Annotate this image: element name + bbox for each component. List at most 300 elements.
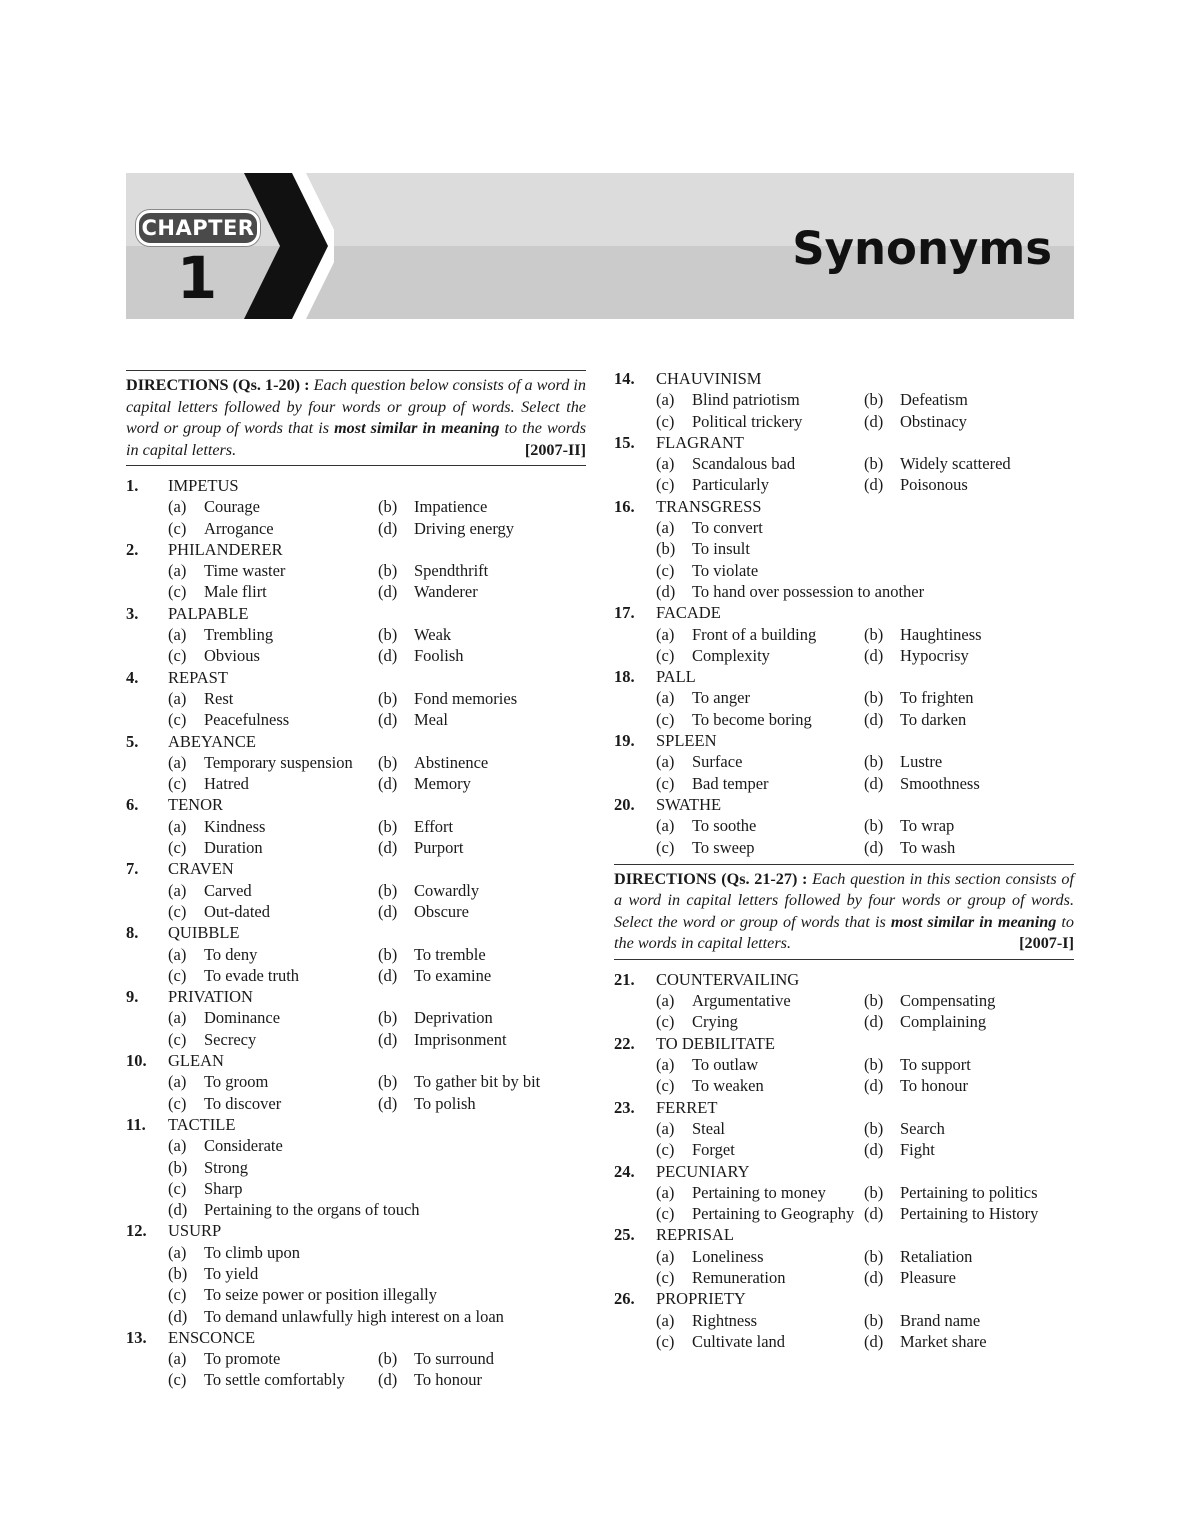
- answer-option: [864, 474, 968, 495]
- question-list-left: [126, 475, 586, 1391]
- option-text: To frighten: [900, 688, 974, 708]
- option-letter: (b): [864, 1310, 884, 1330]
- answer-option: [656, 709, 812, 730]
- answer-option: [378, 880, 479, 901]
- option-text: Hatred: [204, 774, 249, 794]
- chapter-number: 1: [176, 244, 218, 312]
- option-row: [126, 688, 586, 709]
- option-row: [126, 709, 586, 730]
- answer-option: [378, 837, 464, 858]
- option-letter: (c): [656, 1267, 675, 1287]
- option-letter: (a): [168, 688, 187, 708]
- option-text: Fond memories: [414, 688, 518, 708]
- option-letter: (c): [656, 645, 675, 665]
- question-number: 18.: [614, 667, 635, 687]
- question-number: 1.: [126, 476, 139, 495]
- option-row: [126, 1199, 586, 1220]
- question-stem: [614, 969, 1074, 990]
- option-letter: (d): [378, 646, 398, 666]
- option-text: Obvious: [204, 646, 260, 666]
- question-item: [614, 1224, 1074, 1288]
- option-text: To evade truth: [204, 965, 300, 985]
- option-letter: (d): [864, 475, 884, 495]
- option-row: [614, 1118, 1074, 1139]
- option-row: [614, 538, 1074, 559]
- option-letter: (c): [168, 965, 187, 985]
- question-number: 22.: [614, 1033, 635, 1053]
- option-letter: (d): [378, 965, 398, 985]
- option-letter: (b): [378, 1008, 398, 1028]
- question-word: TACTILE: [168, 1114, 236, 1134]
- option-letter: (c): [656, 560, 675, 580]
- answer-option: [656, 645, 770, 666]
- question-stem: [614, 1033, 1074, 1054]
- question-number: 12.: [126, 1221, 147, 1241]
- directions-block-1: DIRECTIONS (Qs. 1-20) : Each question below consists of a word in capital letters followed by four words or group of words. Select the word or group of words that is most similar in meaning to the words in capital letters. [2007-II]: [126, 370, 586, 466]
- question-stem: [614, 1097, 1074, 1118]
- option-text: To darken: [900, 709, 967, 729]
- option-row: [126, 1306, 586, 1327]
- answer-option: [168, 1157, 248, 1178]
- option-letter: (d): [864, 645, 884, 665]
- answer-option: [864, 1054, 971, 1075]
- option-letter: (a): [656, 1246, 675, 1266]
- question-number: 19.: [614, 731, 635, 751]
- answer-option: [864, 1182, 1038, 1203]
- answer-option: [656, 1118, 725, 1139]
- answer-option: [378, 1007, 493, 1028]
- question-word: USURP: [168, 1221, 222, 1241]
- option-letter: (a): [168, 1242, 187, 1262]
- option-text: Steal: [692, 1118, 725, 1138]
- option-letter: (d): [378, 1029, 398, 1049]
- question-stem: [614, 602, 1074, 623]
- question-number: 10.: [126, 1051, 147, 1071]
- option-text: Arrogance: [204, 518, 274, 538]
- option-letter: (d): [378, 582, 398, 602]
- answer-option: [378, 560, 488, 581]
- answer-option: [378, 901, 469, 922]
- option-text: To climb upon: [204, 1242, 301, 1262]
- option-text: Weak: [414, 625, 452, 645]
- option-text: To weaken: [692, 1076, 764, 1096]
- option-text: Spendthrift: [414, 561, 489, 581]
- question-stem: [126, 986, 586, 1007]
- option-text: Imprisonment: [414, 1029, 507, 1049]
- question-list-right-b: [614, 969, 1074, 1352]
- option-text: Pertaining to Geography: [692, 1204, 855, 1224]
- option-text: Deprivation: [414, 1008, 493, 1028]
- answer-option: [168, 560, 285, 581]
- option-text: Cowardly: [414, 880, 480, 900]
- question-stem: [126, 858, 586, 879]
- answer-option: [864, 990, 995, 1011]
- option-text: To tremble: [414, 944, 486, 964]
- option-letter: (d): [864, 411, 884, 431]
- answer-option: [864, 751, 942, 772]
- answer-option: [168, 1029, 256, 1050]
- option-row: [614, 1139, 1074, 1160]
- option-letter: (d): [378, 901, 398, 921]
- option-letter: (d): [864, 1204, 884, 1224]
- answer-option: [168, 581, 267, 602]
- option-text: Particularly: [692, 475, 769, 495]
- question-number: 2.: [126, 539, 139, 559]
- option-letter: (a): [656, 752, 675, 772]
- option-row: [126, 645, 586, 666]
- option-text: To demand unlawfully high interest on a loan: [204, 1306, 504, 1326]
- option-row: [126, 1263, 586, 1284]
- option-letter: (d): [168, 1200, 188, 1220]
- answer-option: [656, 837, 755, 858]
- question-stem: [614, 1224, 1074, 1245]
- answer-option: [168, 773, 249, 794]
- option-letter: (d): [378, 838, 398, 858]
- option-letter: (d): [864, 709, 884, 729]
- answer-option: [656, 624, 816, 645]
- year-tag: [2007-I]: [1019, 934, 1074, 953]
- option-letter: (c): [656, 1331, 675, 1351]
- question-number: 11.: [126, 1114, 146, 1134]
- option-text: Political trickery: [692, 411, 803, 431]
- question-number: 14.: [614, 369, 635, 388]
- option-letter: (b): [168, 1263, 188, 1283]
- answer-option: [378, 816, 453, 837]
- option-text: To surround: [414, 1349, 494, 1369]
- answer-option: [656, 1075, 764, 1096]
- option-letter: (c): [168, 838, 187, 858]
- option-letter: (d): [864, 1267, 884, 1287]
- option-letter: (c): [168, 1178, 187, 1198]
- option-row: [614, 624, 1074, 645]
- answer-option: [168, 1093, 281, 1114]
- question-number: 5.: [126, 731, 139, 751]
- option-letter: (a): [168, 880, 187, 900]
- option-letter: (c): [656, 1140, 675, 1160]
- option-letter: (b): [864, 991, 884, 1011]
- option-text: Crying: [692, 1012, 738, 1032]
- option-text: Argumentative: [692, 991, 791, 1011]
- option-row: [126, 1157, 586, 1178]
- answer-option: [168, 965, 299, 986]
- option-text: To settle comfortably: [204, 1370, 345, 1390]
- option-row: [614, 453, 1074, 474]
- option-letter: (b): [864, 454, 884, 474]
- option-letter: (b): [864, 1182, 884, 1202]
- option-text: Bad temper: [692, 773, 769, 793]
- option-text: To promote: [204, 1349, 281, 1369]
- option-letter: (b): [864, 624, 884, 644]
- question-number: 9.: [126, 987, 139, 1007]
- option-text: Meal: [414, 710, 448, 730]
- option-letter: (d): [864, 773, 884, 793]
- question-item: [614, 496, 1074, 602]
- answer-option: [656, 517, 763, 538]
- option-text: Obstinacy: [900, 411, 967, 431]
- question-word: COUNTERVAILING: [656, 969, 800, 989]
- answer-option: [864, 837, 955, 858]
- answer-option: [168, 624, 273, 645]
- question-word: PHILANDERER: [168, 539, 283, 559]
- option-text: Kindness: [204, 816, 266, 836]
- question-item: [126, 986, 586, 1050]
- option-letter: (b): [656, 539, 676, 559]
- question-stem: [126, 731, 586, 752]
- answer-option: [168, 645, 260, 666]
- option-text: To polish: [414, 1093, 476, 1113]
- question-number: 20.: [614, 794, 635, 814]
- question-number: 17.: [614, 603, 635, 623]
- option-text: Remuneration: [692, 1267, 786, 1287]
- question-word: CRAVEN: [168, 859, 234, 879]
- answer-option: [656, 538, 750, 559]
- answer-option: [864, 1075, 968, 1096]
- option-text: Defeatism: [900, 390, 968, 410]
- option-row: [614, 751, 1074, 772]
- option-text: Peacefulness: [204, 710, 290, 730]
- option-row: [126, 1369, 586, 1390]
- question-word: REPAST: [168, 667, 228, 687]
- option-text: To discover: [204, 1093, 282, 1113]
- answer-option: [864, 1203, 1038, 1224]
- option-text: Time waster: [204, 561, 286, 581]
- question-item: [126, 858, 586, 922]
- option-row: [614, 687, 1074, 708]
- question-stem: [614, 794, 1074, 815]
- question-item: [126, 603, 586, 667]
- option-row: [614, 1331, 1074, 1352]
- option-letter: (b): [378, 1072, 398, 1092]
- question-item: [126, 1050, 586, 1114]
- option-text: Foolish: [414, 646, 464, 666]
- answer-option: [864, 687, 974, 708]
- option-letter: (c): [656, 475, 675, 495]
- option-letter: (b): [378, 880, 398, 900]
- question-word: PROPRIETY: [656, 1289, 746, 1309]
- option-text: Sharp: [204, 1178, 243, 1198]
- answer-option: [168, 1135, 283, 1156]
- answer-option: [168, 1263, 258, 1284]
- option-text: To gather bit by bit: [414, 1072, 541, 1092]
- question-word: TRANSGRESS: [656, 496, 762, 516]
- question-item: [126, 475, 586, 539]
- option-letter: (b): [378, 752, 398, 772]
- question-item: [614, 432, 1074, 496]
- option-letter: (c): [168, 646, 187, 666]
- option-row: [614, 474, 1074, 495]
- option-letter: (a): [168, 752, 187, 772]
- option-letter: (b): [864, 1246, 884, 1266]
- option-text: Loneliness: [692, 1246, 764, 1266]
- question-word: ABEYANCE: [168, 731, 257, 751]
- option-text: Smoothness: [900, 773, 980, 793]
- option-text: Poisonous: [900, 475, 968, 495]
- answer-option: [168, 944, 257, 965]
- question-word: TENOR: [168, 795, 223, 815]
- option-letter: (b): [864, 816, 884, 836]
- option-letter: (c): [168, 518, 187, 538]
- question-word: QUIBBLE: [168, 923, 240, 943]
- answer-option: [168, 1007, 280, 1028]
- option-text: To deny: [204, 944, 258, 964]
- option-row: [126, 965, 586, 986]
- option-letter: (c): [168, 774, 187, 794]
- option-text: Wanderer: [414, 582, 478, 602]
- answer-option: [168, 1178, 243, 1199]
- answer-option: [864, 411, 967, 432]
- option-text: Widely scattered: [900, 454, 1011, 474]
- option-letter: (b): [378, 497, 398, 517]
- option-row: [126, 901, 586, 922]
- question-stem: [614, 1288, 1074, 1309]
- question-word: CHAUVINISM: [656, 369, 762, 388]
- option-text: Blind patriotism: [692, 390, 800, 410]
- answer-option: [378, 518, 514, 539]
- option-letter: (a): [168, 625, 187, 645]
- answer-option: [378, 965, 491, 986]
- option-letter: (d): [864, 1012, 884, 1032]
- answer-option: [168, 837, 263, 858]
- answer-option: [656, 815, 756, 836]
- option-letter: (a): [656, 454, 675, 474]
- option-text: Secrecy: [204, 1029, 257, 1049]
- option-text: To soothe: [692, 816, 757, 836]
- answer-option: [864, 773, 980, 794]
- option-letter: (d): [378, 1370, 398, 1390]
- option-row: [614, 389, 1074, 410]
- option-text: Complexity: [692, 645, 770, 665]
- option-text: To wash: [900, 837, 956, 857]
- option-row: [126, 1242, 586, 1263]
- option-letter: (a): [168, 1349, 187, 1369]
- question-number: 15.: [614, 432, 635, 452]
- option-text: Out-dated: [204, 901, 270, 921]
- question-number: 16.: [614, 496, 635, 516]
- option-text: Rightness: [692, 1310, 758, 1330]
- question-number: 8.: [126, 923, 139, 943]
- option-row: [126, 752, 586, 773]
- option-letter: (b): [378, 944, 398, 964]
- question-word: ENSCONCE: [168, 1327, 256, 1347]
- option-text: Carved: [204, 880, 252, 900]
- option-row: [126, 1007, 586, 1028]
- option-letter: (d): [378, 774, 398, 794]
- answer-option: [378, 1093, 476, 1114]
- option-text: To support: [900, 1055, 971, 1075]
- option-letter: (c): [656, 1012, 675, 1032]
- answer-option: [168, 1071, 268, 1092]
- question-stem: [614, 368, 1074, 389]
- option-letter: (c): [656, 709, 675, 729]
- answer-option: [656, 1310, 757, 1331]
- option-letter: (c): [168, 582, 187, 602]
- question-word: PRIVATION: [168, 987, 253, 1007]
- option-letter: (b): [378, 816, 398, 836]
- option-row: [614, 1054, 1074, 1075]
- option-letter: (d): [378, 518, 398, 538]
- option-row: [126, 837, 586, 858]
- answer-option: [864, 453, 1011, 474]
- question-number: 13.: [126, 1327, 147, 1347]
- chapter-label: CHAPTER: [136, 210, 260, 246]
- question-number: 7.: [126, 859, 139, 879]
- question-stem: [126, 1114, 586, 1135]
- option-text: Strong: [204, 1157, 249, 1177]
- option-text: Purport: [414, 838, 464, 858]
- question-item: [126, 1327, 586, 1391]
- option-text: Forget: [692, 1140, 735, 1160]
- question-item: [614, 794, 1074, 858]
- answer-option: [378, 1029, 507, 1050]
- answer-option: [168, 1242, 300, 1263]
- question-stem: [126, 539, 586, 560]
- answer-option: [864, 1310, 980, 1331]
- option-row: [614, 645, 1074, 666]
- option-letter: (c): [656, 1076, 675, 1096]
- question-stem: [126, 794, 586, 815]
- question-stem: [614, 666, 1074, 687]
- option-text: To honour: [414, 1370, 483, 1390]
- question-item: [614, 666, 1074, 730]
- question-word: IMPETUS: [168, 476, 239, 495]
- option-letter: (a): [656, 991, 675, 1011]
- answer-option: [378, 496, 487, 517]
- option-letter: (b): [864, 390, 884, 410]
- answer-option: [864, 1267, 956, 1288]
- option-row: [614, 1267, 1074, 1288]
- answer-option: [168, 1348, 280, 1369]
- option-letter: (d): [864, 1331, 884, 1351]
- option-text: To groom: [204, 1072, 269, 1092]
- option-letter: (c): [168, 1370, 187, 1390]
- option-row: [126, 518, 586, 539]
- option-letter: (a): [168, 1008, 187, 1028]
- question-stem: [126, 603, 586, 624]
- option-text: To outlaw: [692, 1055, 759, 1075]
- option-letter: (d): [378, 710, 398, 730]
- question-word: REPRISAL: [656, 1225, 734, 1245]
- question-stem: [614, 1161, 1074, 1182]
- answer-option: [864, 645, 969, 666]
- option-text: Fight: [900, 1140, 935, 1160]
- answer-option: [168, 880, 252, 901]
- answer-option: [656, 687, 750, 708]
- question-word: FERRET: [656, 1097, 718, 1117]
- option-letter: (d): [656, 581, 676, 601]
- question-item: [126, 922, 586, 986]
- answer-option: [656, 1203, 854, 1224]
- answer-option: [656, 990, 791, 1011]
- option-row: [614, 411, 1074, 432]
- option-text: To sweep: [692, 837, 755, 857]
- question-item: [126, 539, 586, 603]
- option-text: Market share: [900, 1331, 987, 1351]
- question-word: FLAGRANT: [656, 432, 745, 452]
- answer-option: [378, 709, 448, 730]
- option-row: [126, 624, 586, 645]
- option-text: Considerate: [204, 1136, 283, 1156]
- question-number: 24.: [614, 1161, 635, 1181]
- option-text: Complaining: [900, 1012, 987, 1032]
- option-letter: (b): [378, 1349, 398, 1369]
- answer-option: [656, 560, 758, 581]
- option-text: Lustre: [900, 752, 943, 772]
- option-row: [614, 1310, 1074, 1331]
- option-text: Front of a building: [692, 624, 817, 644]
- option-letter: (d): [864, 837, 884, 857]
- question-item: [614, 730, 1074, 794]
- option-text: Pertaining to politics: [900, 1182, 1038, 1202]
